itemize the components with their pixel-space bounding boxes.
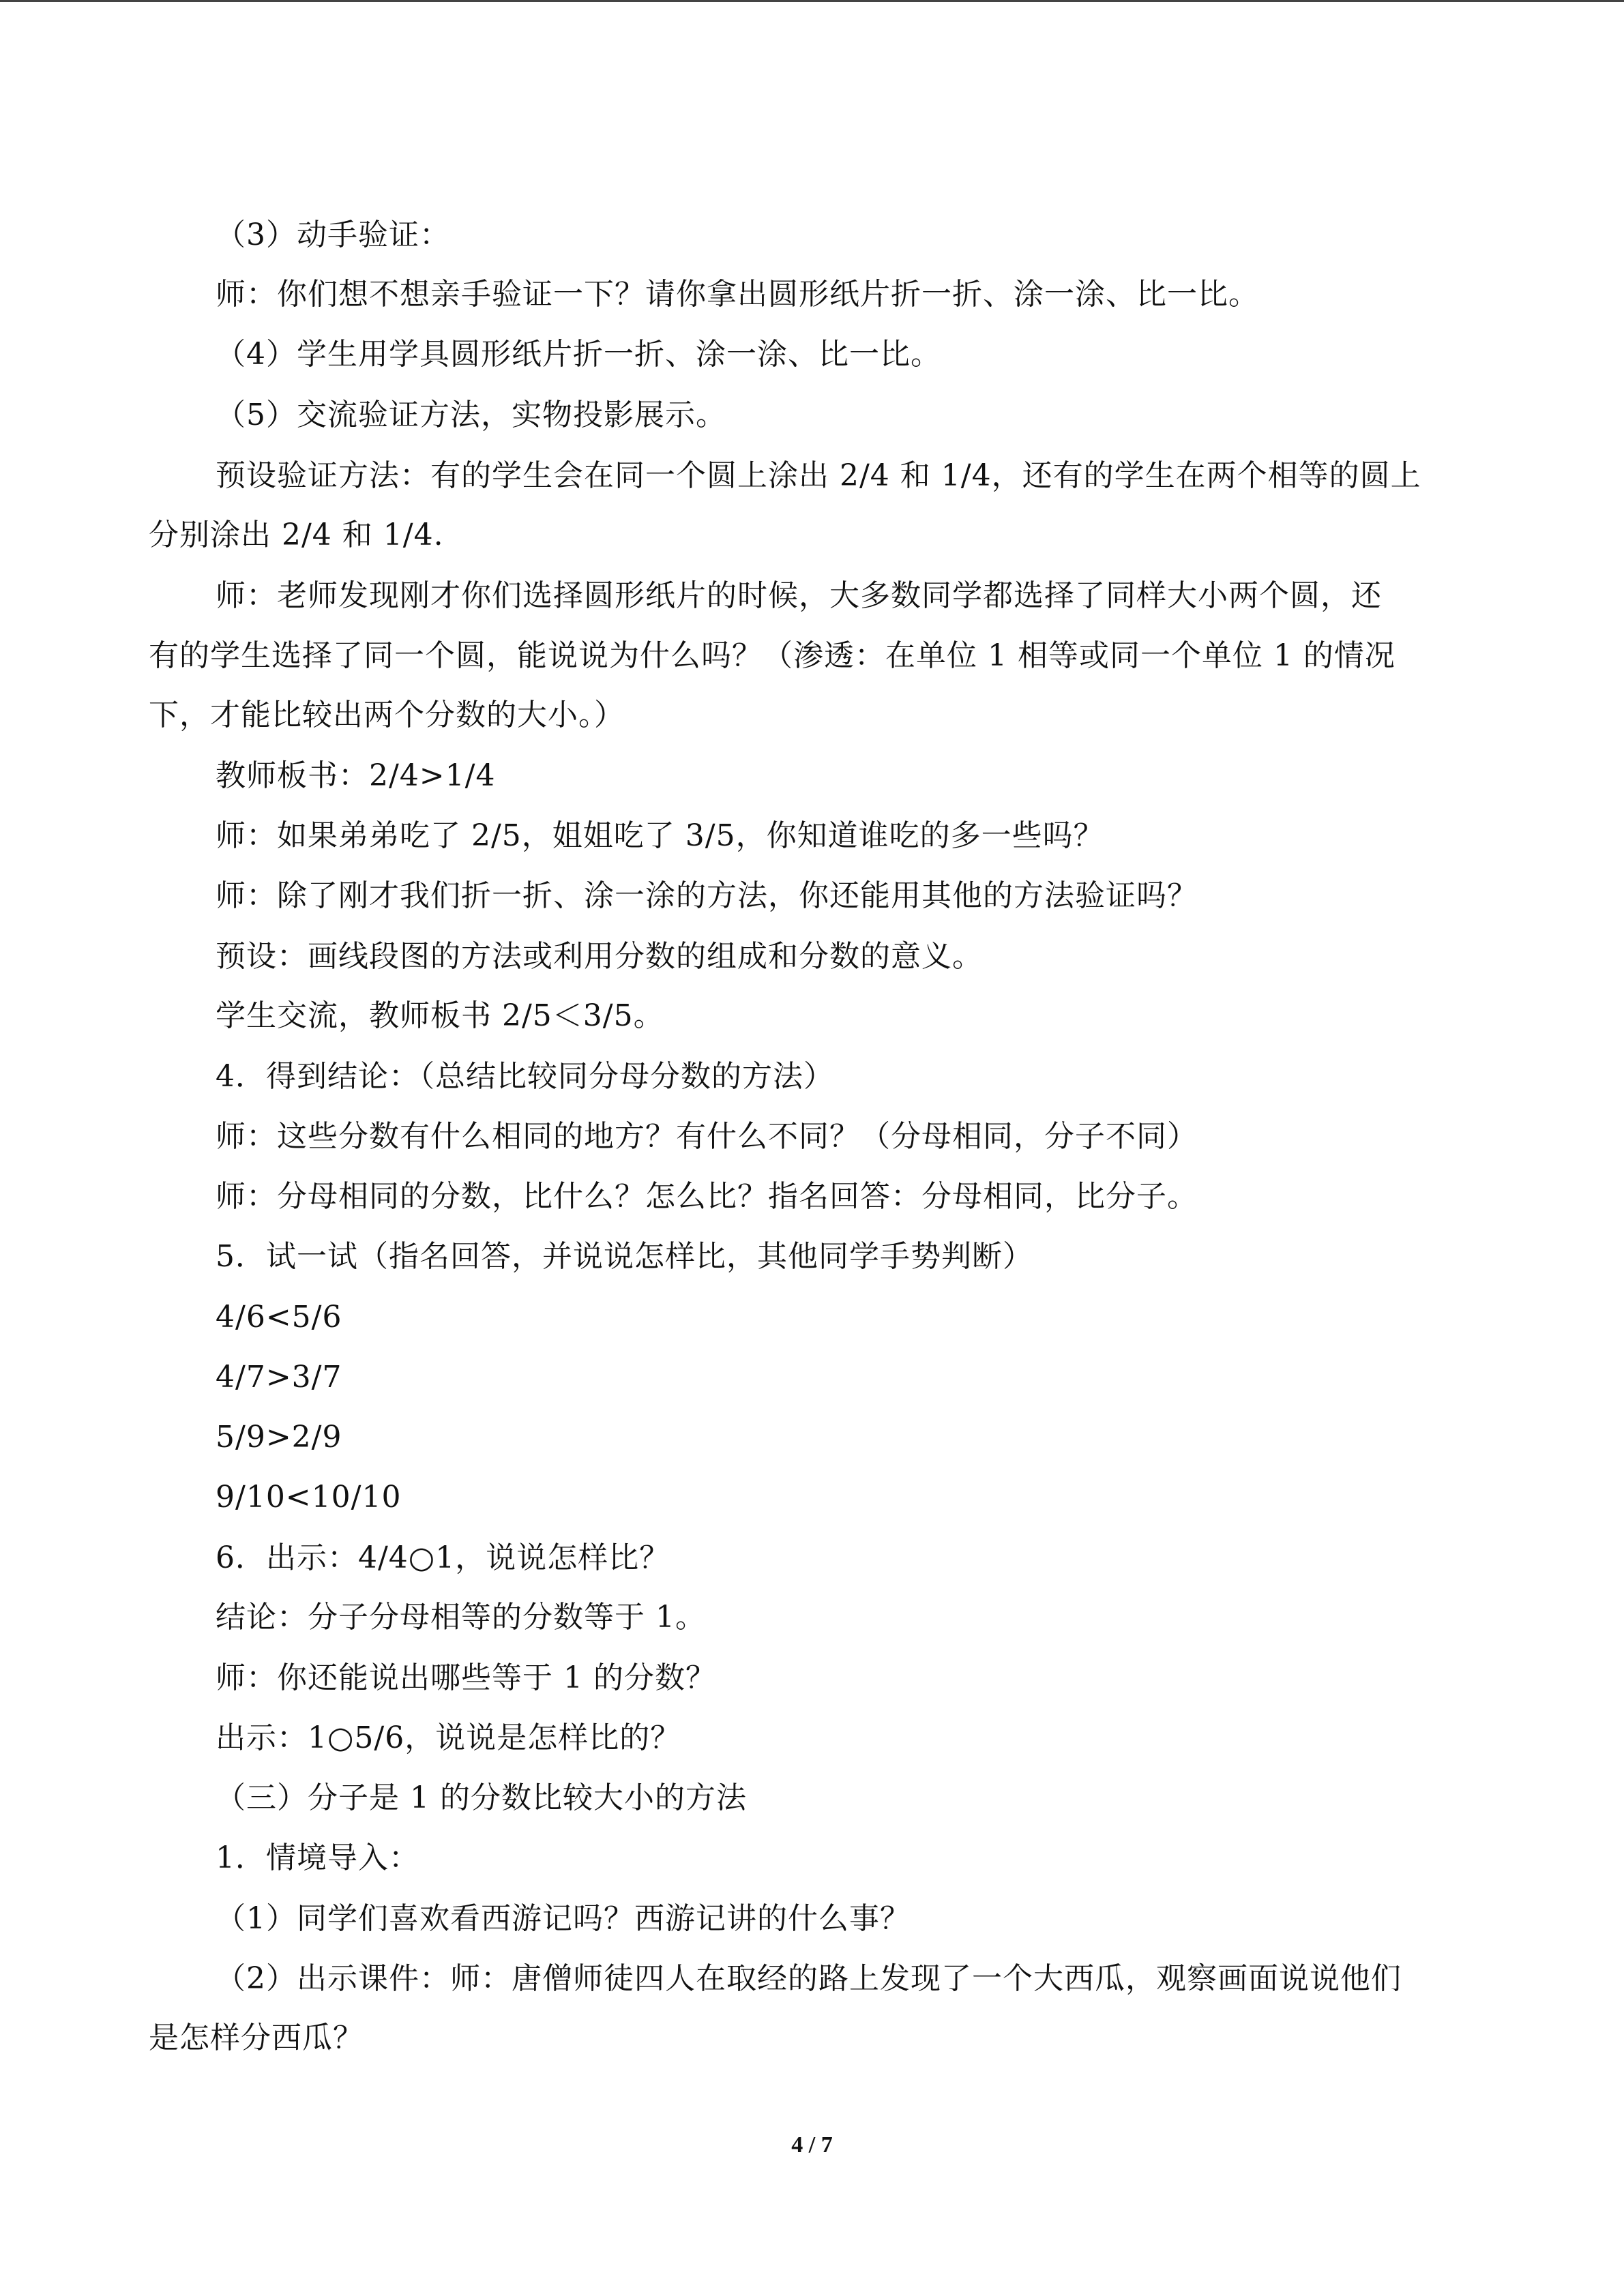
text-line: 师：你们想不想亲手验证一下？请你拿出圆形纸片折一折、涂一涂、比一比。 xyxy=(216,277,1259,312)
text-line: 结论：分子分母相等的分数等于 1。 xyxy=(216,1600,706,1635)
text-line: （1）同学们喜欢看西游记吗？西游记讲的什么事？ xyxy=(216,1901,911,1936)
text-line: 师：如果弟弟吃了 2/5，姐姐吃了 3/5，你知道谁吃的多一些吗？ xyxy=(216,818,1104,853)
page-number: 4 / 7 xyxy=(791,2132,833,2158)
text-line: 出示：1○5/6，说说是怎样比的？ xyxy=(216,1720,681,1755)
text-line: 有的学生选择了同一个圆，能说说为什么吗？（渗透：在单位 1 相等或同一个单位 1 的情况 xyxy=(149,638,1396,673)
section-heading: （三）分子是 1 的分数比较大小的方法 xyxy=(216,1780,747,1815)
fraction-comparison: 4/7>3/7 xyxy=(216,1360,342,1395)
text-line: 预设：画线段图的方法或利用分数的组成和分数的意义。 xyxy=(216,939,983,974)
text-line: 师：这些分数有什么相同的地方？有什么不同？（分母相同，分子不同） xyxy=(216,1119,1198,1154)
text-line: 师：分母相同的分数，比什么？怎么比？指名回答：分母相同，比分子。 xyxy=(216,1179,1198,1214)
section-heading: 6．出示：4/4○1，说说怎样比？ xyxy=(216,1540,670,1575)
text-line: 教师板书：2/4>1/4 xyxy=(216,758,496,793)
text-line: 师：你还能说出哪些等于 1 的分数？ xyxy=(216,1660,716,1695)
text-line: （2）出示课件：师：唐僧师徒四人在取经的路上发现了一个大西瓜，观察画面说说他们 xyxy=(216,1961,1402,1996)
text-line: （3）动手验证： xyxy=(216,218,450,252)
fraction-comparison: 5/9>2/9 xyxy=(216,1420,342,1455)
text-line: 师：除了刚才我们折一折、涂一涂的方法，你还能用其他的方法验证吗？ xyxy=(216,878,1198,913)
text-line: 师：老师发现刚才你们选择圆形纸片的时候，大多数同学都选择了同样大小两个圆，还 xyxy=(216,578,1382,613)
section-heading: 4．得到结论：（总结比较同分母分数的方法） xyxy=(216,1059,834,1094)
text-line: 下，才能比较出两个分数的大小。） xyxy=(149,698,625,732)
text-line: （5）交流验证方法，实物投影展示。 xyxy=(216,398,726,432)
text-line: 学生交流，教师板书 2/5＜3/5。 xyxy=(216,998,664,1033)
text-line: 分别涂出 2/4 和 1/4. xyxy=(149,518,444,552)
fraction-comparison: 9/10<10/10 xyxy=(216,1480,402,1515)
section-heading: 1．情境导入： xyxy=(216,1840,419,1875)
fraction-comparison: 4/6<5/6 xyxy=(216,1300,342,1335)
text-line: 是怎样分西瓜？ xyxy=(149,2021,364,2055)
text-line: （4）学生用学具圆形纸片折一折、涂一涂、比一比。 xyxy=(216,337,941,372)
section-heading: 5．试一试（指名回答，并说说怎样比，其他同学手势判断） xyxy=(216,1239,1033,1274)
text-line: 预设验证方法：有的学生会在同一个圆上涂出 2/4 和 1/4，还有的学生在两个相等的圆上 xyxy=(216,458,1421,493)
